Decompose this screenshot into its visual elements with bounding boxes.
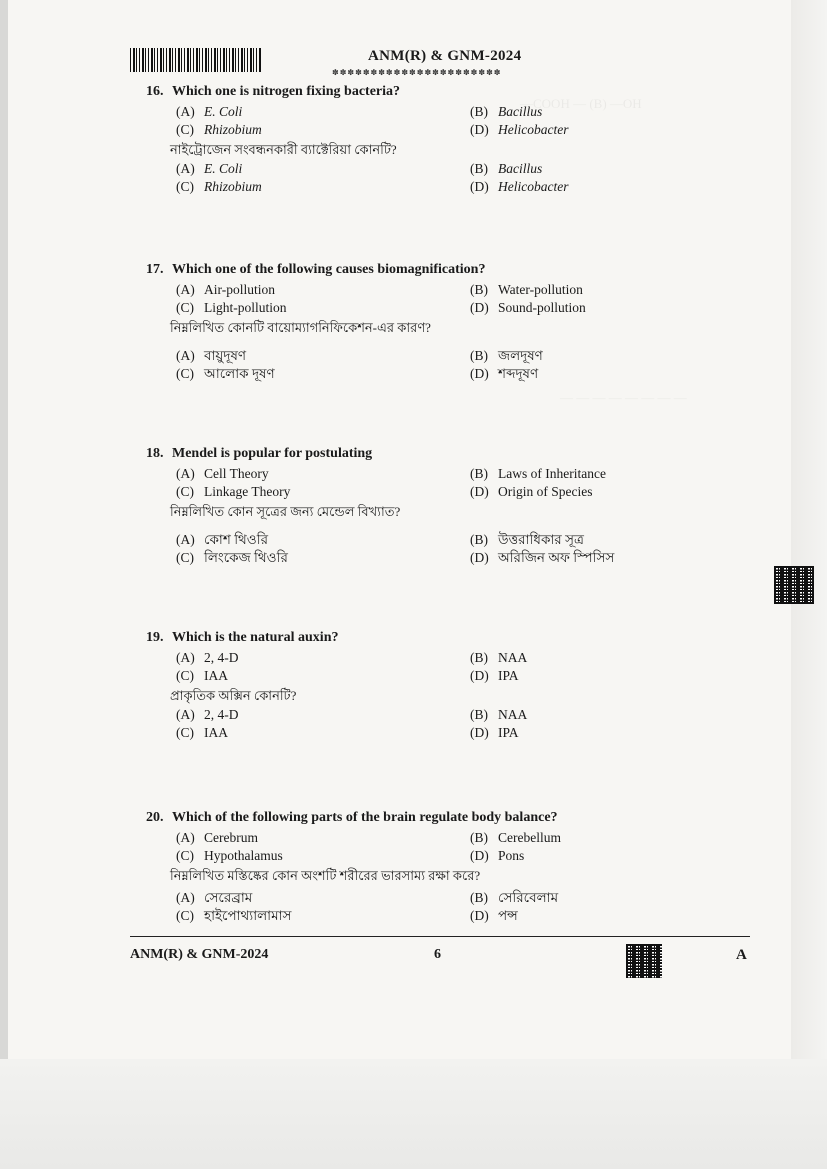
option-c: (C) আলোক দূষণ bbox=[176, 366, 275, 381]
footer-rule bbox=[130, 936, 750, 937]
bleed-through-text: —COOH — (B) —OH bbox=[520, 96, 642, 111]
question-text: Which is the natural auxin? bbox=[172, 630, 339, 645]
question-block bbox=[146, 84, 786, 197]
question-number: 16. bbox=[146, 84, 164, 99]
option-d: (D) Sound-pollution bbox=[470, 300, 586, 315]
header-ornament: ✽✽✽✽✽✽✽✽✽✽✽✽✽✽✽✽✽✽✽✽✽✽ bbox=[332, 68, 502, 77]
question-bn: নিম্নলিখিত কোনটি বায়োম্যাগনিফিকেশন-এর কারণ? bbox=[170, 320, 431, 335]
question-en bbox=[146, 262, 786, 282]
option-b: (B) উত্তরাধিকার সূত্র bbox=[470, 532, 584, 547]
option-row bbox=[146, 104, 786, 122]
option-row bbox=[146, 848, 786, 866]
option-d: (D) অরিজিন অফ স্পিসিস bbox=[470, 550, 615, 565]
question-en bbox=[146, 446, 786, 466]
question-number: 18. bbox=[146, 446, 164, 461]
option-row bbox=[146, 725, 786, 743]
question-block bbox=[146, 630, 786, 743]
option-a: (A) Cerebrum bbox=[176, 830, 258, 845]
footer-exam-title: ANM(R) & GNM-2024 bbox=[130, 947, 269, 962]
option-row bbox=[146, 466, 786, 484]
option-c: (C) লিংকেজ থিওরি bbox=[176, 550, 288, 565]
option-c: (C) হাইপোথ্যালামাস bbox=[176, 908, 292, 923]
question-bn: প্রাকৃতিক অক্সিন কোনটি? bbox=[170, 688, 297, 703]
bleed-through-text: — — — — — — — — bbox=[560, 390, 687, 405]
page-number: 6 bbox=[434, 947, 441, 962]
option-a: (A) E. Coli bbox=[176, 104, 243, 119]
option-c: (C) Rhizobium bbox=[176, 122, 262, 137]
option-d: (D) Pons bbox=[470, 848, 525, 863]
question-bn: নিম্নলিখিত কোন সূত্রের জন্য মেন্ডেল বিখ্যাত? bbox=[170, 504, 401, 519]
option-a: (A) কোশ থিওরি bbox=[176, 532, 269, 547]
question-text: Which one of the following causes biomagnification? bbox=[172, 262, 486, 277]
question-en bbox=[146, 810, 786, 830]
option-row bbox=[146, 650, 786, 668]
question-block bbox=[146, 446, 786, 565]
option-d: (D) Helicobacter bbox=[470, 179, 569, 194]
option-c: (C) IAA bbox=[176, 725, 228, 740]
option-d: (D) পন্স bbox=[470, 908, 518, 923]
option-row bbox=[146, 887, 786, 905]
option-row bbox=[146, 830, 786, 848]
option-row bbox=[146, 707, 786, 725]
option-row bbox=[146, 668, 786, 686]
option-c: (C) IAA bbox=[176, 668, 228, 683]
option-row bbox=[146, 179, 786, 197]
footer-qr-code bbox=[626, 944, 662, 978]
option-row bbox=[146, 363, 786, 381]
question-number: 17. bbox=[146, 262, 164, 277]
option-d: (D) IPA bbox=[470, 725, 519, 740]
option-d: (D) Helicobacter bbox=[470, 122, 569, 137]
option-b: (B) জলদূষণ bbox=[470, 348, 543, 363]
question-en bbox=[146, 630, 786, 650]
option-row bbox=[146, 122, 786, 140]
option-row bbox=[146, 484, 786, 502]
option-row bbox=[146, 905, 786, 923]
scan-left-edge bbox=[0, 0, 8, 1169]
option-b: (B) সেরিবেলাম bbox=[470, 890, 559, 905]
question-text: Which one is nitrogen fixing bacteria? bbox=[172, 84, 401, 99]
question-bn: নাইট্রোজেন সংবন্ধনকারী ব্যাক্টেরিয়া কোনটি? bbox=[170, 142, 397, 157]
option-b: (B) Bacillus bbox=[470, 104, 543, 119]
option-b: (B) Laws of Inheritance bbox=[470, 466, 606, 481]
scan-bottom-shadow bbox=[0, 1059, 827, 1169]
option-d: (D) IPA bbox=[470, 668, 519, 683]
option-b: (B) Cerebellum bbox=[470, 830, 561, 845]
option-c: (C) Rhizobium bbox=[176, 179, 262, 194]
option-row bbox=[146, 547, 786, 565]
option-a: (A) Cell Theory bbox=[176, 466, 269, 481]
option-c: (C) Linkage Theory bbox=[176, 484, 291, 499]
question-en bbox=[146, 84, 786, 104]
question-block bbox=[146, 810, 786, 923]
option-a: (A) 2, 4-D bbox=[176, 707, 239, 722]
option-b: (B) NAA bbox=[470, 707, 528, 722]
barcode bbox=[130, 48, 262, 72]
option-c: (C) Light-pollution bbox=[176, 300, 287, 315]
header-title: ANM(R) & GNM-2024 bbox=[368, 48, 522, 64]
option-b: (B) NAA bbox=[470, 650, 528, 665]
option-d: (D) Origin of Species bbox=[470, 484, 593, 499]
side-qr-code bbox=[774, 566, 814, 604]
option-b: (B) Water-pollution bbox=[470, 282, 583, 297]
option-d: (D) শব্দদূষণ bbox=[470, 366, 539, 381]
question-block bbox=[146, 262, 786, 381]
question-text: Mendel is popular for postulating bbox=[172, 446, 373, 461]
option-a: (A) সেরেব্রাম bbox=[176, 890, 253, 905]
option-row bbox=[146, 300, 786, 318]
option-c: (C) Hypothalamus bbox=[176, 848, 283, 863]
option-a: (A) 2, 4-D bbox=[176, 650, 239, 665]
question-number: 20. bbox=[146, 810, 164, 825]
option-row bbox=[146, 282, 786, 300]
option-a: (A) E. Coli bbox=[176, 161, 243, 176]
option-row bbox=[146, 529, 786, 547]
option-row bbox=[146, 345, 786, 363]
set-code: A bbox=[736, 947, 747, 963]
question-text: Which of the following parts of the brain regulate body balance? bbox=[172, 810, 558, 825]
option-row bbox=[146, 161, 786, 179]
option-a: (A) Air-pollution bbox=[176, 282, 275, 297]
option-b: (B) Bacillus bbox=[470, 161, 543, 176]
option-a: (A) বায়ুদূষণ bbox=[176, 348, 247, 363]
question-number: 19. bbox=[146, 630, 164, 645]
question-bn: নিম্নলিখিত মস্তিষ্কের কোন অংশটি শরীরের ভারসাম্য রক্ষা করে? bbox=[170, 868, 481, 883]
